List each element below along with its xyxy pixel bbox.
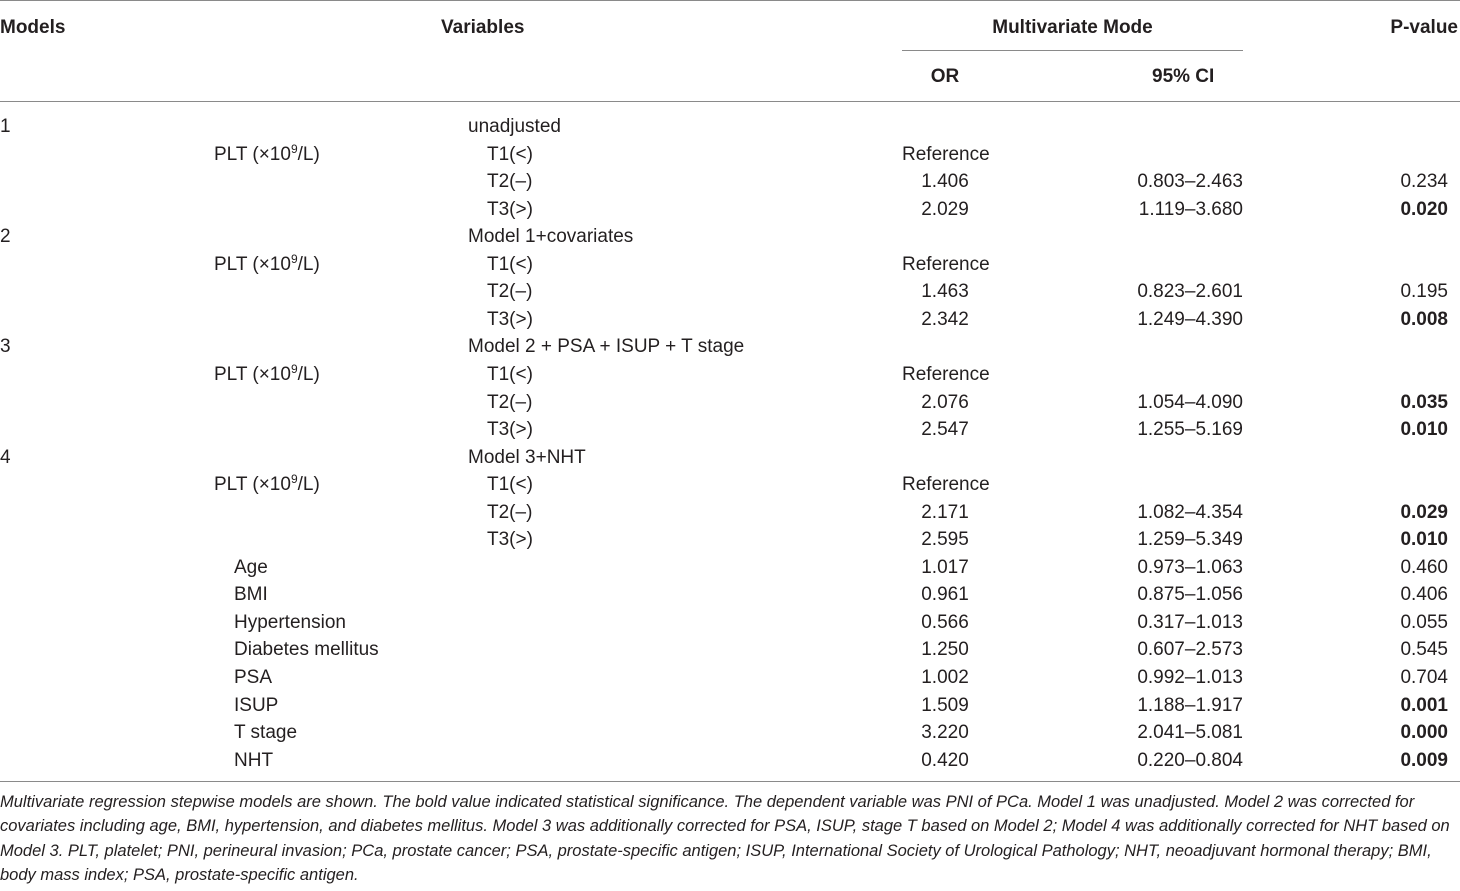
- model-description: Model 2 + PSA + ISUP + T stage: [468, 336, 745, 358]
- or-value: 1.002: [921, 667, 969, 688]
- plt-group-label: PLT $(\times 10^9/L)$: [214, 472, 320, 496]
- plt-group-label: PLT $(\times 10^9/L)$: [214, 361, 320, 385]
- p-value: 0.029: [1400, 501, 1448, 523]
- ci-value: 1.255–5.169: [1137, 419, 1243, 441]
- p-value: 0.009: [1400, 749, 1448, 771]
- header-95ci: 95% CI: [1152, 66, 1215, 87]
- or-value: 3.220: [921, 722, 969, 744]
- header-multivariate-mode: Multivariate Mode: [992, 17, 1153, 38]
- ci-value: 0.220–0.804: [1137, 749, 1243, 771]
- top-rule: [0, 0, 1460, 1]
- tertile-label: T3(>): [487, 419, 533, 441]
- or-value: 1.406: [921, 171, 969, 193]
- tertile-label: T1(<): [487, 474, 533, 496]
- ci-value: 1.082–4.354: [1137, 501, 1243, 523]
- ci-value: 2.041–5.081: [1137, 722, 1243, 744]
- plt-group-label: PLT $(\times 10^9/L)$: [214, 251, 320, 275]
- p-value: 0.010: [1400, 419, 1448, 441]
- model-description: unadjusted: [468, 116, 561, 137]
- or-value: Reference: [902, 474, 990, 496]
- header-group-rule: [902, 50, 1243, 51]
- model-description: Model 3+NHT: [468, 446, 586, 468]
- tertile-label: T1(<): [487, 253, 533, 275]
- ci-value: 0.875–1.056: [1137, 584, 1243, 606]
- model-number: 2: [0, 226, 11, 248]
- model-number: 1: [0, 116, 11, 137]
- covariate-label: PSA: [234, 667, 273, 688]
- p-value: 0.035: [1400, 391, 1448, 413]
- ci-value: 1.249–4.390: [1137, 308, 1243, 330]
- ci-value: 0.607–2.573: [1137, 639, 1243, 661]
- ci-value: 1.054–4.090: [1137, 391, 1243, 413]
- ci-value: 1.259–5.349: [1137, 529, 1243, 551]
- tertile-label: T3(>): [487, 198, 533, 220]
- p-value: 0.008: [1400, 308, 1448, 330]
- or-value: Reference: [902, 363, 990, 385]
- or-value: 2.029: [921, 198, 969, 220]
- header-rule: [0, 101, 1460, 102]
- or-value: 0.961: [921, 584, 969, 606]
- ci-value: 0.317–1.013: [1137, 611, 1243, 633]
- covariate-label: Age: [234, 556, 268, 578]
- model-description: Model 1+covariates: [468, 226, 634, 248]
- p-value: 0.234: [1400, 171, 1448, 193]
- ci-value: 0.992–1.013: [1137, 667, 1243, 688]
- p-value: 0.055: [1400, 611, 1448, 633]
- plt-group-label: PLT $(\times 10^9/L)$: [214, 141, 320, 165]
- ci-value: 0.823–2.601: [1137, 281, 1243, 303]
- tertile-label: T1(<): [487, 363, 533, 385]
- or-value: 0.420: [921, 749, 969, 771]
- header-or: OR: [930, 66, 960, 87]
- or-value: Reference: [902, 253, 990, 275]
- bottom-rule: [0, 781, 1460, 782]
- tertile-label: T2(–): [487, 281, 533, 303]
- tertile-label: T1(<): [487, 143, 533, 165]
- header-p-value: P-value: [1390, 17, 1458, 38]
- tertile-label: T2(–): [487, 501, 533, 523]
- p-value: 0.001: [1400, 694, 1448, 716]
- or-value: 0.566: [921, 611, 969, 633]
- tertile-label: T2(–): [487, 171, 533, 193]
- p-value: 0.460: [1400, 556, 1448, 578]
- tertile-label: T3(>): [487, 308, 533, 330]
- p-value: 0.010: [1400, 529, 1448, 551]
- ci-value: 0.973–1.063: [1137, 556, 1243, 578]
- p-value: 0.704: [1400, 667, 1448, 688]
- header-variables: Variables: [441, 17, 525, 38]
- p-value: 0.000: [1400, 722, 1448, 744]
- ci-value: 1.188–1.917: [1137, 694, 1243, 716]
- p-value: 0.195: [1400, 281, 1448, 303]
- p-value: 0.020: [1400, 198, 1448, 220]
- or-value: Reference: [902, 143, 990, 165]
- covariate-label: Diabetes mellitus: [234, 639, 379, 661]
- ci-value: 0.803–2.463: [1137, 171, 1243, 193]
- or-value: 2.342: [921, 308, 969, 330]
- or-value: 2.547: [921, 419, 969, 441]
- covariate-label: NHT: [234, 749, 274, 771]
- covariate-label: T stage: [234, 722, 298, 744]
- or-value: 1.509: [921, 694, 969, 716]
- or-value: 1.463: [921, 281, 969, 303]
- tertile-label: T2(–): [487, 391, 533, 413]
- covariate-label: ISUP: [234, 694, 279, 716]
- or-value: 2.595: [921, 529, 969, 551]
- table-footnote: Multivariate regression stepwise models are shown. The bold value indicated statistical significance. The dependent variable was PNI of PCa. Model 1 was unadjusted. Model 2 was corrected for covariates including age, BMI, hypertension, and diabetes mellitus. Model 3 was additionally corrected for PSA, ISUP, stage T based on Model 2; Model 4 was additionally corrected for NHT based on Model 3. PLT, platelet; PNI, perineural invasion; PCa, prostate cancer; PSA, prostate-specific antigen; ISUP, International Society of Urological Pathology; NHT, neoadjuvant hormonal therapy; BMI, body mass index; PSA, prostate-specific antigen.: [0, 793, 1450, 884]
- covariate-label: BMI: [234, 584, 268, 606]
- p-value: 0.545: [1400, 639, 1448, 661]
- tertile-label: T3(>): [487, 529, 533, 551]
- header-models: Models: [0, 17, 66, 38]
- ci-value: 1.119–3.680: [1138, 198, 1243, 220]
- covariate-label: Hypertension: [234, 611, 346, 633]
- model-number: 3: [0, 336, 11, 358]
- model-number: 4: [0, 446, 11, 468]
- or-value: 2.171: [921, 501, 969, 523]
- or-value: 1.250: [921, 639, 969, 661]
- p-value: 0.406: [1400, 584, 1448, 606]
- or-value: 2.076: [921, 391, 969, 413]
- or-value: 1.017: [921, 556, 969, 578]
